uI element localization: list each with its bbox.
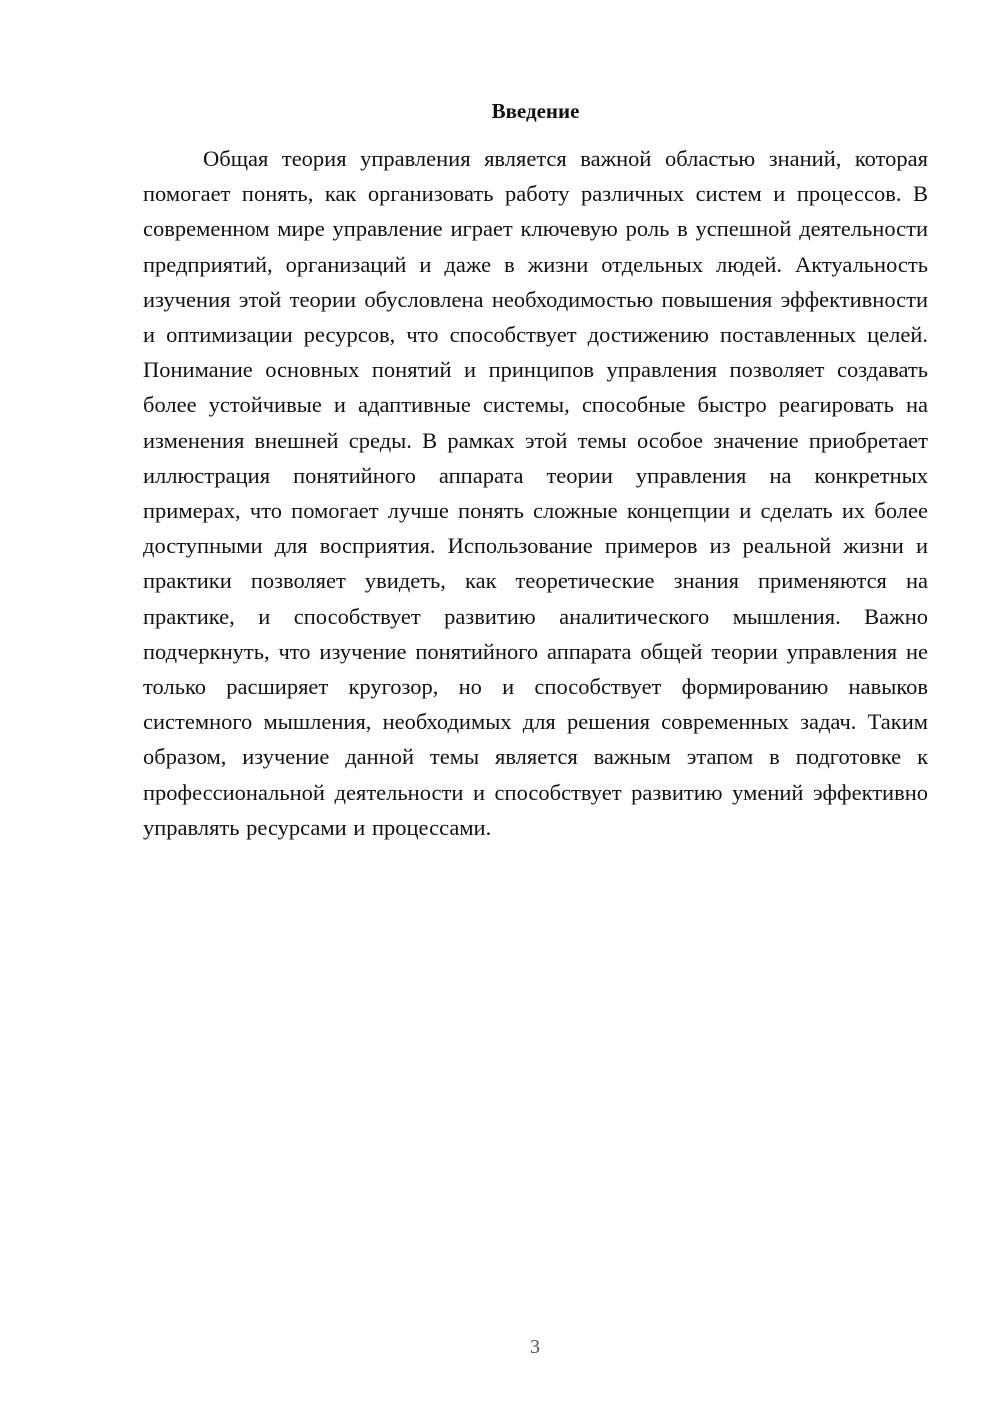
section-heading: Введение	[491, 99, 580, 123]
body-paragraph: Общая теория управления является важной областью знаний, которая помогает понять, как организовать работу различных систем и процессов. В современном мире управление играет ключевую роль в успешной деятельности предприятий, организаций и даже в жизни отдельных людей. Актуальность изучения этой теории обусловлена необходимостью повышения эффективности и оптимизации ресурсов, что способствует достижению поставленных целей. Понимание основных понятий и принципов управления позволяет создавать более устойчивые и адаптивные системы, способные быстро реагировать на изменения внешней среды. В рамках этой темы особое значение приобретает иллюстрация понятийного аппарата теории управления на конкретных примерах, что помогает лучше понять сложные концепции и сделать их более доступными для восприятия. Использование примеров из реальной жизни и практики позволяет увидеть, как теоретические знания применяются на практике, и способствует развитию аналитического мышления. Важно подчеркнуть, что изучение понятийного аппарата общей теории управления не только расширяет кругозор, но и способствует формированию навыков системного мышления, необходимых для решения современных задач. Таким образом, изучение данной темы является важным этапом в подготовке к профессиональной деятельности и способствует развитию умений эффективно управлять ресурсами и процессами.	[143, 146, 928, 840]
page-number: 3	[530, 1336, 540, 1358]
